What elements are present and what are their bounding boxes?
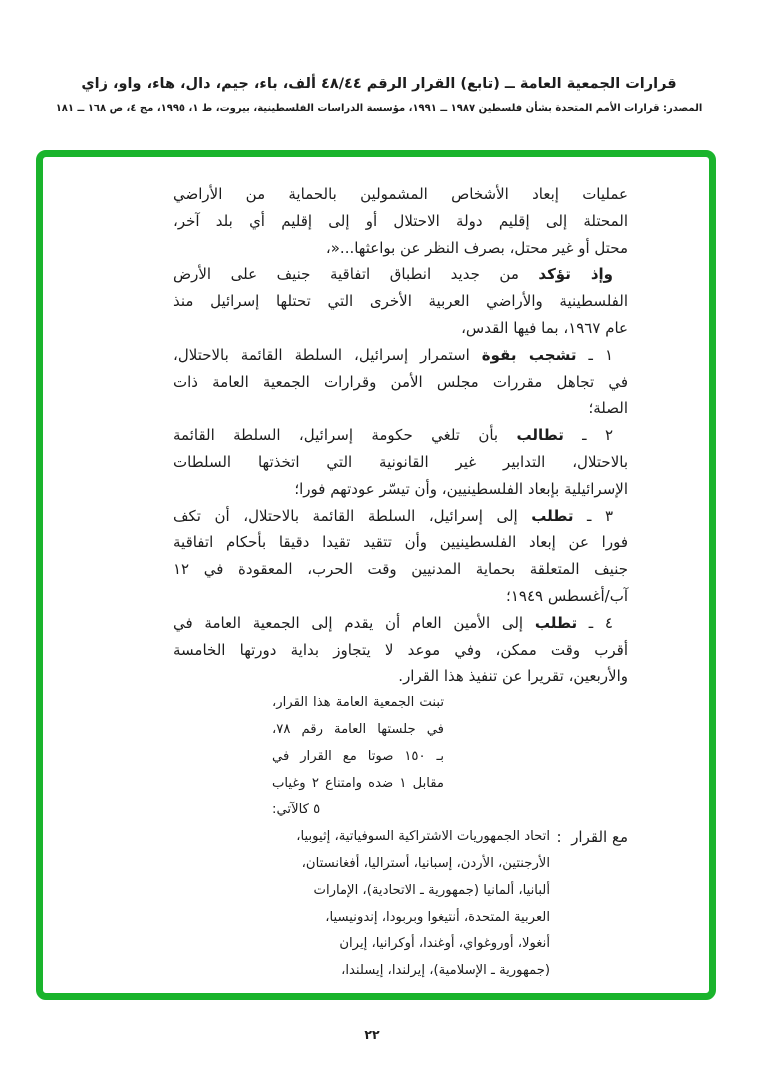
vote-with-label: مع القرار [571,828,628,847]
adoption-note [272,690,444,824]
adoption-note-line: تبنت الجمعية العامة هذا القرار، [272,695,444,711]
body-line: في تجاهل مقررات مجلس الأمن وقرارات الجمعية العامة ذات [173,372,628,391]
body-line: الصلة؛ [588,399,628,418]
country-list-line: أنغولا، أوروغواي، أوغندا، أوكرانيا، إيران [339,936,550,952]
resolution-paragraphs [173,181,628,690]
page-number: ٢٢ [364,1027,380,1042]
adoption-note-line: في جلستها العامة رقم ٧٨، [272,721,444,737]
country-list-line: اتحاد الجمهوريات الاشتراكية السوفياتية، إثيوبيا، [296,829,550,845]
body-line: عمليات إبعاد الأشخاص المشمولين بالحماية من الأراضي [173,185,628,203]
resolution-text-column [173,181,628,985]
body-line: والأربعين، تقريرا عن تنفيذ هذا القرار. [398,667,628,686]
country-list-line: (جمهورية ـ الإسلامية)، إيرلندا، إيسلندا، [341,963,550,979]
body-line: ٢ ـ تطالب بأن تلغي حكومة إسرائيل، السلطة القائمة [173,426,613,445]
body-line: بالاحتلال، التدابير غير القانونية التي اتخذتها السلطات [173,452,628,471]
country-list-line: العربية المتحدة، أنتيغوا وبربودا، إندونيسيا، [325,909,550,925]
vote-label-separator: : [556,828,562,847]
body-line: ١ ـ تشجب بقوة استمرار إسرائيل، السلطة القائمة بالاحتلال، [173,345,613,364]
adoption-note-line: ٥ كالآتي: [272,802,321,818]
countries-in-favour-list [173,824,550,985]
body-line: وإذ تؤكد من جديد انطباق اتفاقية جنيف على الأرض [173,265,613,284]
body-line: الإسرائيلية بإبعاد الفلسطينيين، وأن تيسّر عودتهم فورا؛ [294,479,628,498]
country-list-line: الأرجنتين، الأردن، إسبانيا، أستراليا، أفغانستان، [301,855,550,871]
body-line: عام ١٩٦٧، بما فيها القدس، [461,318,628,337]
body-line: الفلسطينية والأراضي العربية الأخرى التي تحتلها إسرائيل منذ [173,292,628,311]
body-line: المحتلة إلى إقليم دولة الاحتلال أو إلى إقليم أي بلد آخر، [173,211,628,230]
body-line: ٣ ـ تطلب إلى إسرائيل، السلطة القائمة بالاحتلال، أن تكف [173,506,614,525]
body-line: محتل أو غير محتل، بصرف النظر عن بواعثها...«، [325,238,628,257]
country-list-line: ألبانيا، ألمانيا (جمهورية ـ الاتحادية)، الإمارات [313,882,550,898]
adoption-note-line: مقابل ١ ضده وامتناع ٢ وغياب [272,775,444,791]
adoption-note-line: بـ ١٥٠ صوتا مع القرار في [272,748,444,764]
body-line: جنيف المتعلقة بحماية المدنيين وقت الحرب، المعقودة في ١٢ [173,560,628,579]
body-line: فورا عن إبعاد الفلسطينيين وأن تتقيد تقيدا دقيقا بأحكام اتفاقية [173,533,628,552]
page-title: قرارات الجمعية العامة ــ (تابع) القرار الرقم ٤٨/٤٤ ألف، باء، جيم، دال، هاء، واو، زاي [81,76,677,92]
body-line: آب/أغسطس ١٩٤٩؛ [506,586,628,605]
body-line: ٤ ـ تطلب إلى الأمين العام أن يقدم إلى الجمعية العامة في [173,613,613,632]
source-citation: المصدر: قرارات الأمم المتحدة بشأن فلسطين ١٩٨٧ ــ ١٩٩١، مؤسسة الدراسات الفلسطينية، بيروت، ط ١، ١٩٩٥، مج ٤، ص ١٦٨ ــ ١٨١ [55,103,703,114]
body-line: أقرب وقت ممكن، وفي موعد لا يتجاوز بداية دورتها الخامسة [173,640,628,659]
vote-table-row [173,824,628,985]
